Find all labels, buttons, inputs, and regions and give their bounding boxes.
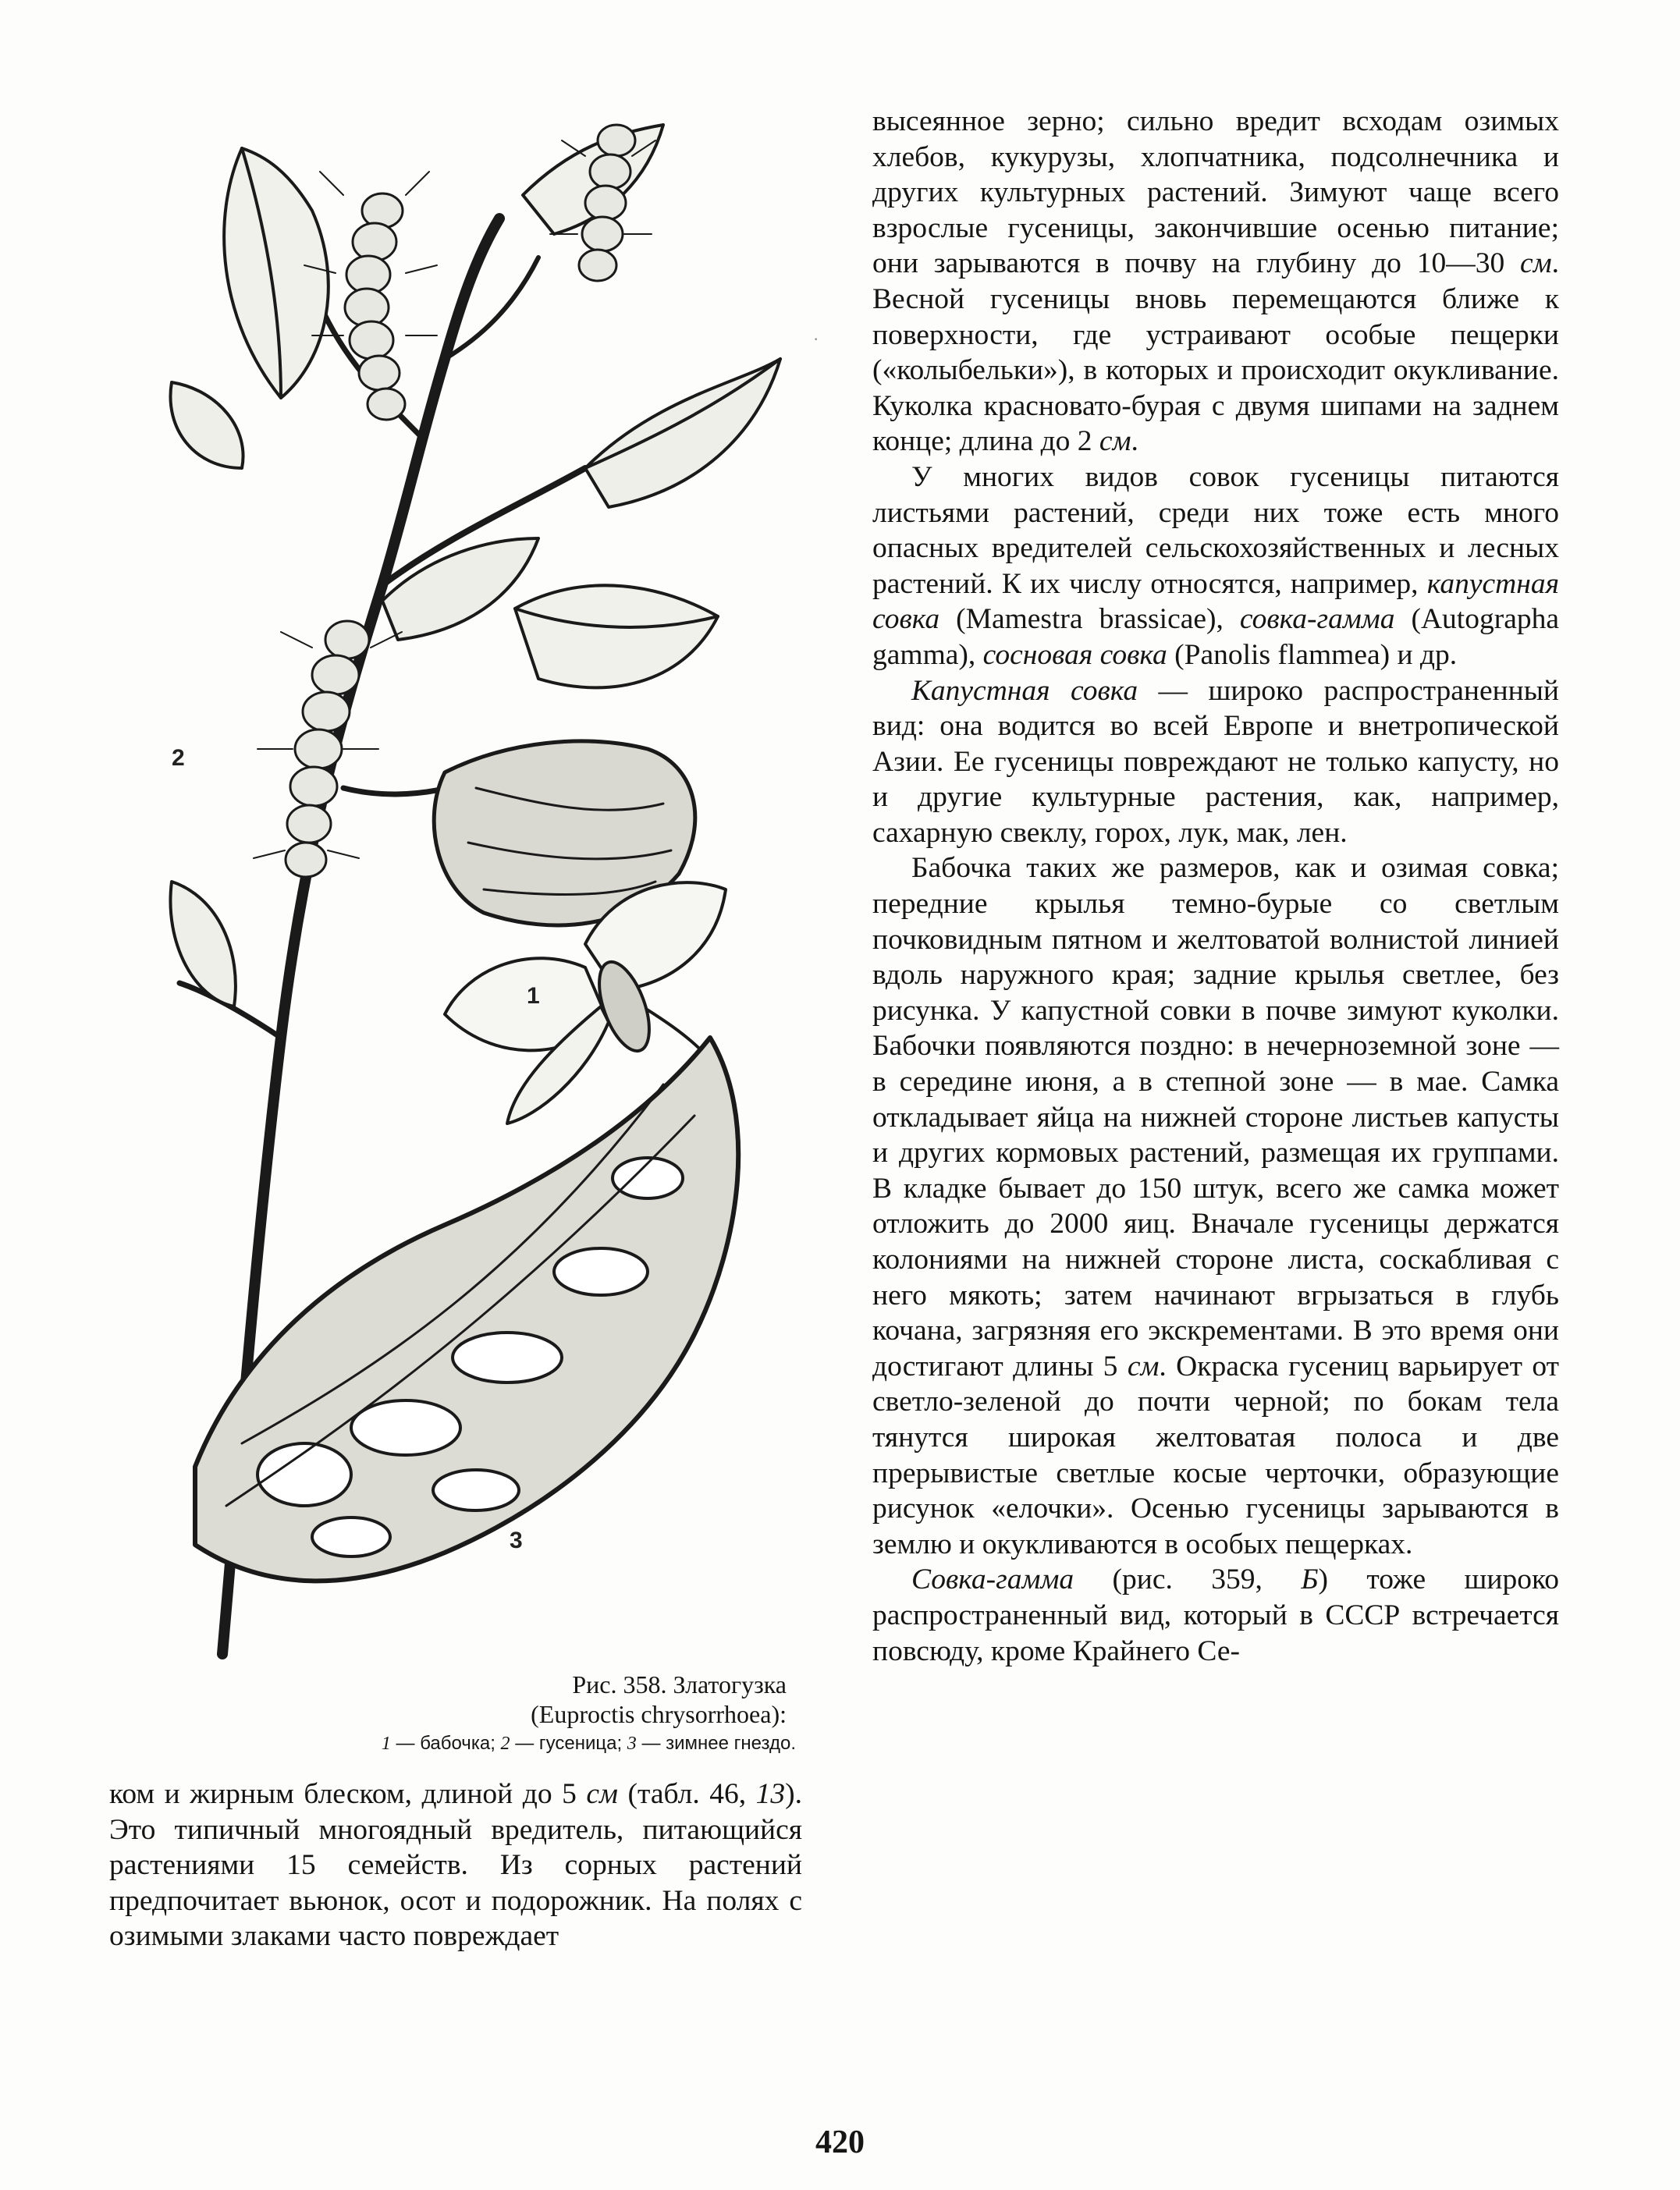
- page-number: 420: [815, 2124, 865, 2160]
- caption-title: Рис. 358. Златогузка: [572, 1670, 787, 1698]
- paragraph: [872, 850, 1559, 1562]
- text-run: (Autographa gamma),: [872, 603, 1560, 671]
- right-text-column: [872, 104, 1559, 1669]
- paragraph: [109, 1776, 802, 1954]
- text-run: (рис. 359,: [1074, 1564, 1302, 1596]
- text-run: ). Это типичный многоядный вредитель, питающийся растениями 15 семейств. Из сорных растений предпочитает вьюнок, осот и подорожник. На полях с озимыми злаками часто повреждает: [109, 1778, 802, 1953]
- italic-text-run: см: [586, 1778, 618, 1810]
- margin-mark: ·: [813, 329, 819, 349]
- italic-text-run: совка-гамма: [1239, 603, 1395, 636]
- text-run: У многих видов совок гусеницы питаются листьями растений, среди них тоже есть много опасных вредителей сельскохозяйственных и лесных растений. К их числу относятся, например,: [872, 460, 1559, 600]
- paragraph: [872, 1562, 1559, 1669]
- text-run: (табл. 46,: [617, 1778, 756, 1810]
- italic-text-run: Б: [1301, 1564, 1319, 1596]
- text-run: . Окраска гусениц варьирует от светло-зеленой до почти черной; по бокам тела тянутся широкая желтоватая полоса и две прерывистые светлые косые черточки, образующие рисунок «елочки». Осенью гусеницы зарываются в землю и окукливаются в особых пещерках.: [872, 1350, 1559, 1560]
- legend-num-1: 1: [381, 1734, 391, 1754]
- italic-text-run: см: [1520, 247, 1552, 280]
- text-run: . Весной гусеницы вновь перемещаются ближе к поверхности, где устраивают особые пещерки («колыбельки»), в которых и происходит окукливание. Куколка красновато-бурая с двумя шипами на заднем конце; длина до 2: [872, 247, 1559, 458]
- paragraph: [872, 673, 1559, 851]
- text-run: — широко распространенный вид: она водится во всей Европе и внетропической Азии. Ее гусеницы повреждают не только капусту, но и другие культурные растения, как, например, сахарную свеклу, горох, лук, мак, лен.: [872, 674, 1560, 849]
- text-run: Бабочка таких же размеров, как и озимая совка; передние крылья темно-бурые со светлым почковидным пятном и желтоватой волнистой линией вдоль наружного края; задние крылья светлее, без рисунка. У капустной совки в почве зимуют куколки. Бабочки появляются поздно: в нечерноземной зоне — в середине июня, а в степной зоне — в мае. Самка откладывает яйца на нижней стороне листьев капусты и других кормовых растений, размещая их группами. В кладке бывает до 150 штук, всего же самка может отложить до 2000 яиц. Вначале гусеницы держатся колониями на нижней стороне листа, соскабливая с него мякоть; затем начинают вгрызаться в глубь кочана, загрязняя его экскрементами. В это время они достигают длины 5: [872, 852, 1559, 1383]
- text-run: .: [1131, 425, 1138, 458]
- brown-tail-moth-illustration-icon: [148, 101, 819, 1685]
- legend-num-3: 3: [627, 1734, 637, 1754]
- legend-text-3: — зимнее гнездо.: [641, 1733, 796, 1754]
- italic-text-run: капустная совка: [872, 567, 1559, 636]
- text-run: (Mamestra brassicae),: [939, 603, 1240, 636]
- text-run: (Panolis flammea) и др.: [1167, 638, 1458, 671]
- figure-label-1: 1: [527, 983, 540, 1009]
- figure-358: [148, 101, 819, 1709]
- figure-label-2: 2: [172, 745, 185, 771]
- paragraph: [872, 460, 1559, 673]
- paragraph: [872, 104, 1559, 460]
- left-text-column: [109, 1776, 802, 1954]
- italic-text-run: Совка-гамма: [911, 1564, 1074, 1596]
- figure-caption: [148, 1670, 796, 1757]
- figure-label-3: 3: [510, 1528, 523, 1553]
- text-run: ) тоже широко распространенный вид, который в СССР встречается повсюду, кроме Крайнего Се-: [872, 1564, 1560, 1667]
- italic-text-run: см: [1099, 425, 1131, 458]
- legend-text-1: — бабочка;: [396, 1733, 495, 1754]
- legend-text-2: — гусеница;: [515, 1733, 623, 1754]
- italic-text-run: см: [1127, 1350, 1160, 1383]
- italic-text-run: Капустная совка: [911, 674, 1138, 707]
- caption-species: (Euproctis chrysorrhoea):: [531, 1700, 787, 1728]
- caption-legend: [148, 1730, 796, 1757]
- legend-num-2: 2: [500, 1734, 510, 1754]
- italic-text-run: 13: [755, 1778, 786, 1810]
- text-run: высеянное зерно; сильно вредит всходам озимых хлебов, кукурузы, хлопчатника, подсолнечника и других культурных растений. Зимуют чаще всего взрослые гусеницы, закончившие осенью питание; они зарываются в почву на глубину до 10—30: [872, 105, 1559, 280]
- text-run: ком и жирным блеском, длиной до 5: [109, 1778, 587, 1810]
- italic-text-run: сосновая совка: [982, 638, 1167, 671]
